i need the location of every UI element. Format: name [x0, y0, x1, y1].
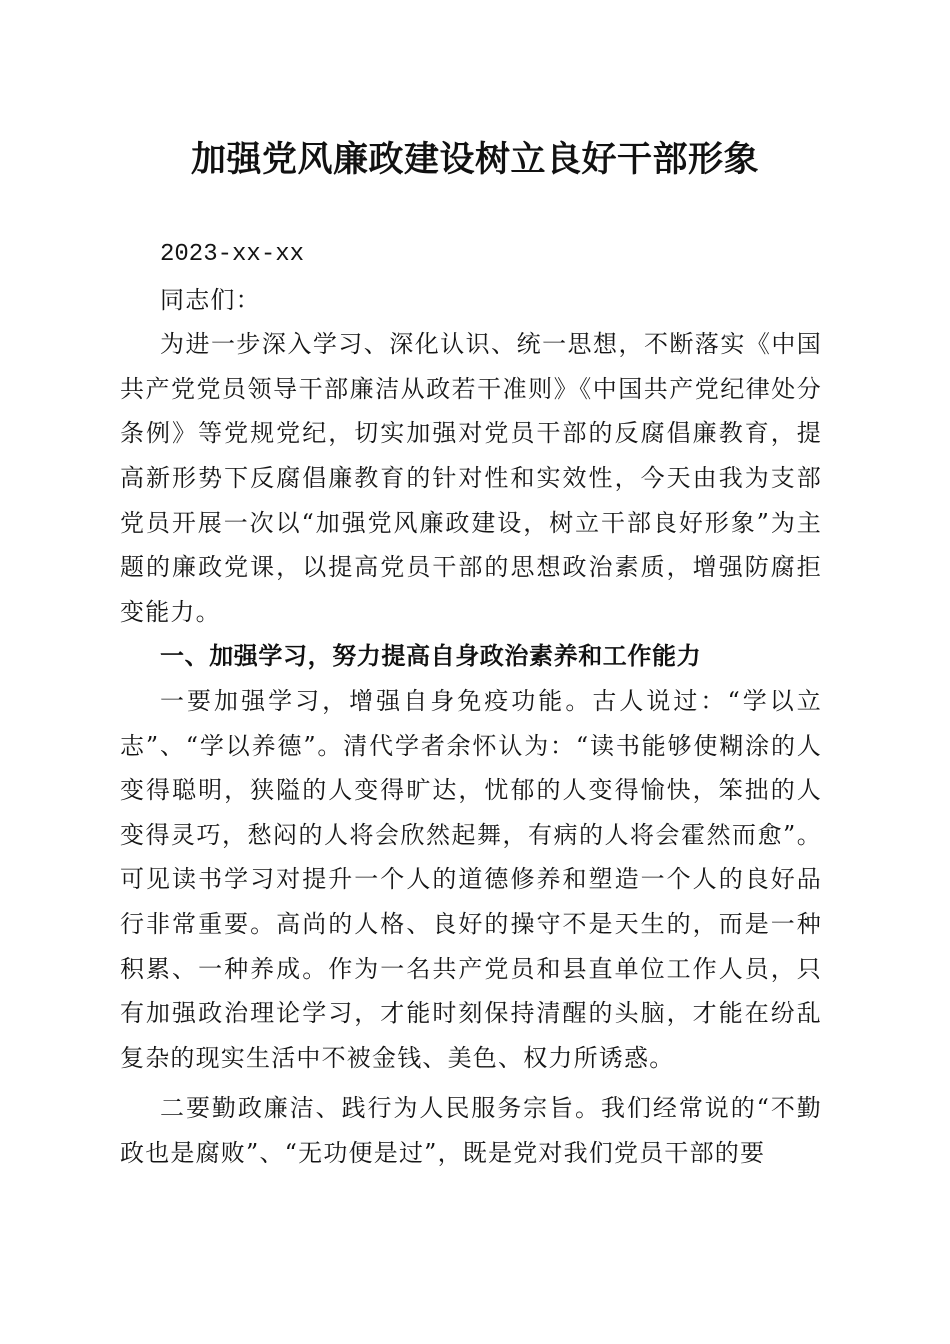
document-date: 2023-xx-xx: [160, 241, 305, 268]
section-heading-1: 一、加强学习，努力提高自身政治素养和工作能力: [160, 642, 702, 671]
salutation: 同志们：: [160, 285, 261, 314]
document-body: [120, 233, 822, 1175]
document-title: 加强党风廉政建设树立良好干部形象: [190, 139, 759, 180]
section1-paragraph-1: 一要加强学习，增强自身免疫功能。古人说过：“学以立志”、“学以养德”。清代学者余怀认为：“读书能够使糊涂的人变得聪明，狭隘的人变得旷达，忧郁的人变得愉快，笨拙的人变得灵巧，愁闷的人将会欣然起舞，有病的人将会霍然而愈”。可见读书学习对提升一个人的道德修养和塑造一个人的良好品行非常重要。高尚的人格、良好的操守不是天生的，而是一种积累、一种养成。作为一名共产党员和县直单位工作人员，只有加强政治理论学习，才能时刻保持清醒的头脑，才能在纷乱复杂的现实生活中不被金钱、美色、权力所诱惑。: [120, 686, 822, 1072]
section1-paragraph-2: 二要勤政廉洁、践行为人民服务宗旨。我们经常说的“不勤政也是腐败”、“无功便是过”，既是党对我们党员干部的要: [120, 1094, 822, 1167]
intro-paragraph: 为进一步深入学习、深化认识、统一思想，不断落实《中国共产党党员领导干部廉洁从政若干准则》《中国共产党纪律处分条例》等党规党纪，切实加强对党员干部的反腐倡廉教育，提高新形势下反腐倡廉教育的针对性和实效性，今天由我为支部党员开展一次以“加强党风廉政建设，树立干部良好形象”为主题的廉政党课，以提高党员干部的思想政治素质，增强防腐拒变能力。: [120, 330, 822, 626]
